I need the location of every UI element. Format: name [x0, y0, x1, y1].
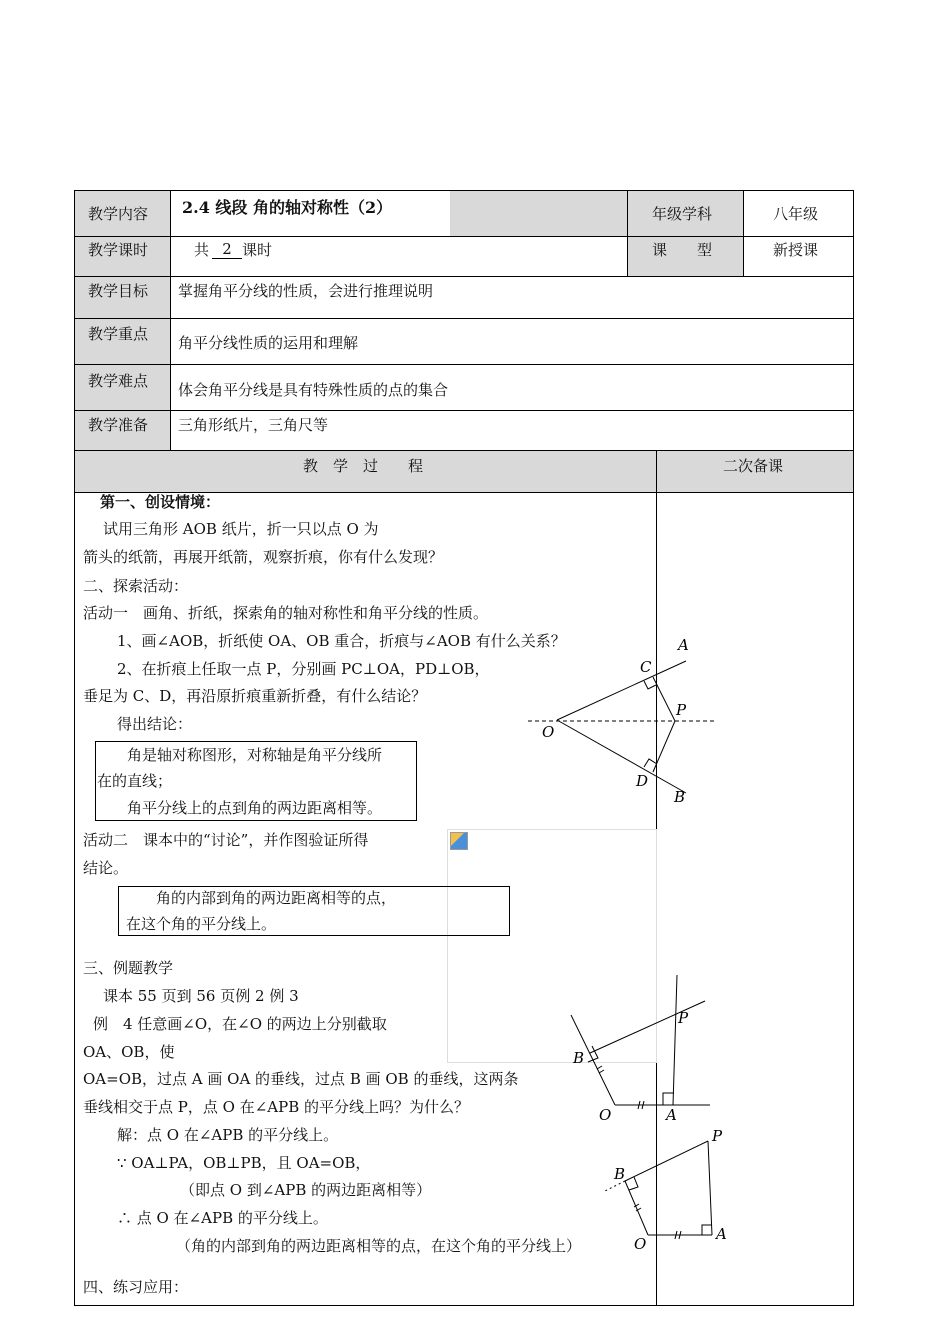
solution-line4: ∴ 点 O 在∠APB 的平分线上。 [117, 1209, 328, 1227]
right-angle-a [702, 1225, 712, 1235]
example4-line3: OA=OB，过点 A 画 OA 的垂线，过点 B 画 OB 的垂线，这两条 [83, 1070, 519, 1088]
label-d: D [636, 772, 649, 790]
lesson-title: 2.4 线段 角的轴对称性（2） [182, 198, 393, 217]
content-label: 教学内容 [88, 205, 149, 223]
label-a: A [678, 636, 689, 654]
second-prep-header: 二次备课 [723, 457, 784, 475]
key-value: 角平分线性质的运用和理解 [178, 334, 359, 352]
figure-solution [600, 1125, 740, 1255]
type-label: 课 型 [652, 241, 713, 259]
solution-line5: （角的内部到角的两边距离相等的点，在这个角的平分线上） [176, 1237, 582, 1255]
label-b: B [614, 1165, 626, 1183]
conclusion-line2: 在的直线； [97, 772, 173, 790]
label-a: A [666, 1106, 677, 1124]
hours-suffix: 课时 [242, 241, 273, 259]
activity2-line2: 结论。 [83, 859, 129, 877]
conclusion-line3: 角平分线上的点到角的两边距离相等。 [127, 799, 383, 817]
activity1-q2b: 垂足为 C、D，再沿原折痕重新折叠，有什么结论？ [83, 687, 427, 705]
activity2-line1: 活动二 课本中的“讨论”，并作图验证所得 [83, 831, 369, 849]
section1-title: 第一、创设情境： [100, 493, 221, 511]
right-angle-d [644, 759, 657, 767]
grade-value: 八年级 [773, 205, 819, 223]
label-c: C [640, 658, 652, 676]
activity1: 活动一 画角、折纸，探索角的轴对称性和角平分线的性质。 [83, 604, 489, 622]
segment-pd [653, 721, 675, 772]
label-o: O [634, 1235, 647, 1253]
section4-title: 四、练习应用： [83, 1278, 189, 1296]
grade-value-white [743, 190, 853, 276]
process-header: 教 学 过 程 [303, 457, 424, 475]
section1-line2: 箭头的纸箭，再展开纸箭，观察折痕，你有什么发现？ [83, 548, 444, 566]
broken-image-icon [450, 832, 468, 850]
side-bo [625, 1181, 648, 1235]
right-angle-c [644, 681, 656, 689]
right-angle-b [588, 1046, 598, 1062]
prep-value: 三角形纸片，三角尺等 [178, 416, 329, 434]
theorem-line2: 在这个角的平分线上。 [126, 915, 277, 933]
example4-line1: 例 4 任意画∠O，在∠O 的两边上分别截取 [93, 1015, 387, 1033]
hours-value: 2 [212, 240, 242, 259]
section1-line1: 试用三角形 AOB 纸片，折一只以点 O 为 [103, 520, 379, 538]
prep-label: 教学准备 [88, 416, 149, 434]
goal-label: 教学目标 [88, 282, 149, 300]
solution-line1: 解：点 O 在∠APB 的平分线上。 [117, 1126, 339, 1144]
segment-pc [653, 677, 675, 721]
label-p: P [678, 1009, 689, 1027]
right-angle-a [663, 1093, 674, 1105]
difficulty-value: 体会角平分线是具有特殊性质的点的集合 [178, 381, 449, 399]
activity1-q1: 1、画∠AOB，折纸使 OA、OB 重合，折痕与∠AOB 有什么关系？ [117, 632, 566, 650]
key-label: 教学重点 [88, 325, 149, 343]
example4-line2: OA、OB，使 [83, 1043, 175, 1061]
goal-value: 掌握角平分线的性质，会进行推理说明 [178, 282, 434, 300]
figure-angle-bisector [520, 630, 720, 810]
conclusion-line1: 角是轴对称图形，对称轴是角平分线所 [127, 746, 383, 764]
label-p: P [712, 1127, 723, 1145]
label-o: O [599, 1106, 612, 1124]
type-value: 新授课 [773, 241, 819, 259]
section2-title: 二、探索活动： [83, 577, 189, 595]
figure-example4 [565, 970, 715, 1130]
ray-oa [557, 661, 686, 720]
example4-line4: 垂线相交于点 P，点 O 在∠APB 的平分线上吗？为什么？ [83, 1098, 469, 1116]
grade-label: 年级学科 [652, 205, 713, 223]
label-p: P [676, 701, 687, 719]
activity1-q2: 2、在折痕上任取一点 P，分别画 PC⊥OA，PD⊥OB， [117, 660, 490, 678]
label-a: A [716, 1225, 727, 1243]
label-b: B [573, 1049, 585, 1067]
label-o: O [542, 723, 555, 741]
solution-line2: ∵ OA⊥PA，OB⊥PB，且 OA=OB， [117, 1154, 371, 1172]
ray-ob [557, 720, 686, 793]
difficulty-label: 教学难点 [88, 372, 149, 390]
side-pa [708, 1141, 712, 1235]
hours-label: 教学课时 [88, 241, 149, 259]
solution-line3: （即点 O 到∠APB 的两边距离相等） [180, 1181, 432, 1199]
hours-prefix: 共 [194, 241, 210, 259]
side-po-b [625, 1141, 708, 1181]
perp-at-a [673, 975, 677, 1105]
theorem-line1: 角的内部到角的两边距离相等的点， [156, 889, 397, 907]
section3-title: 三、例题教学 [83, 959, 174, 977]
conclusion-label: 得出结论： [117, 715, 193, 733]
section3-line1: 课本 55 页到 56 页例 2 例 3 [103, 987, 299, 1005]
label-b: B [674, 788, 686, 806]
